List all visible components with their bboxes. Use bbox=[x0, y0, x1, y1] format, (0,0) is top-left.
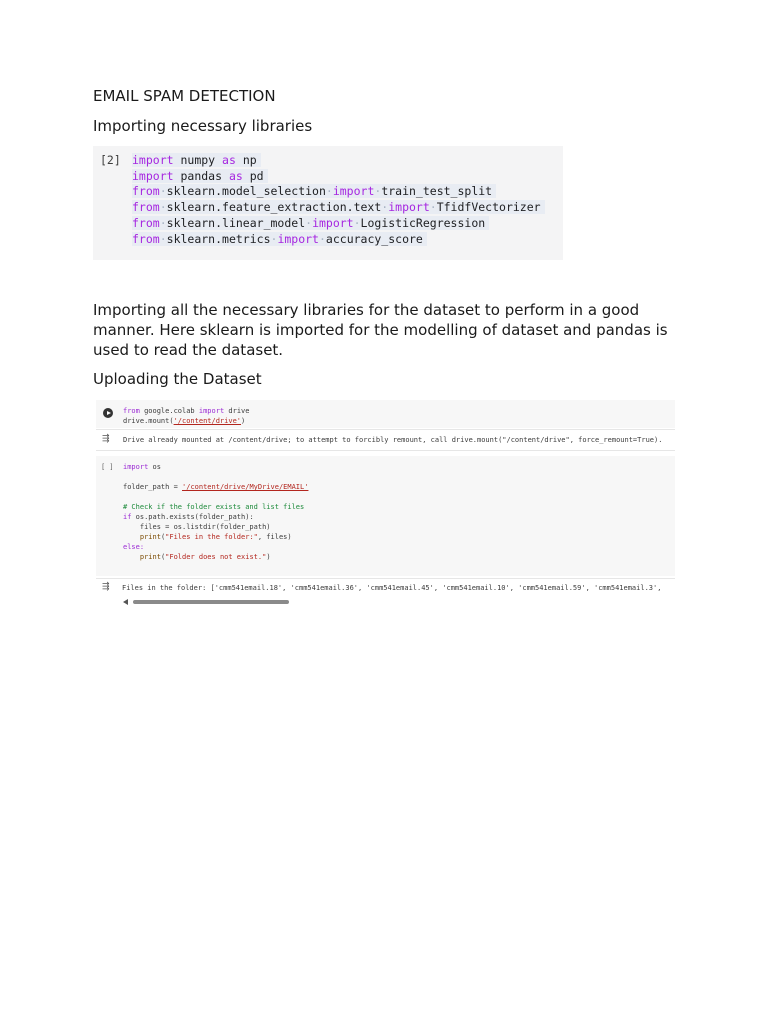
code-line: from·sklearn.linear_model·import·LogisticRegression bbox=[132, 216, 545, 232]
code-line: else: bbox=[123, 543, 145, 551]
output-toggle-icon[interactable]: ⇶ bbox=[102, 434, 110, 444]
section-heading-upload: Uploading the Dataset bbox=[93, 370, 262, 388]
execution-count: [2] bbox=[100, 153, 121, 167]
code-line: import numpy as np bbox=[132, 153, 545, 169]
explanation-paragraph: Importing all the necessary libraries for the dataset to perform in a good manner. Here sklearn is imported for the modelling of dataset and pandas is used to read the dataset. bbox=[93, 301, 668, 359]
code-line: files = os.listdir(folder_path) bbox=[123, 523, 271, 531]
output-toggle-icon[interactable]: ⇶ bbox=[102, 582, 110, 592]
scroll-left-icon[interactable] bbox=[123, 599, 128, 605]
code-comment: # Check if the folder exists and list files bbox=[123, 503, 305, 511]
code-line: print("Folder does not exist.") bbox=[139, 553, 271, 561]
code-line: import pandas as pd bbox=[132, 169, 545, 185]
divider bbox=[96, 429, 675, 430]
code-line: if os.path.exists(folder_path): bbox=[123, 513, 254, 521]
code-block bbox=[132, 153, 545, 247]
section-heading-import: Importing necessary libraries bbox=[93, 117, 313, 135]
run-cell-icon[interactable] bbox=[103, 408, 113, 418]
code-line: print("Files in the folder:", files) bbox=[139, 533, 292, 541]
drive-import-line: from google.colab import drive bbox=[123, 407, 250, 415]
execution-count: [ ] bbox=[101, 463, 114, 471]
drive-mount-line: drive.mount('/content/drive') bbox=[123, 417, 246, 425]
document-title: EMAIL SPAM DETECTION bbox=[93, 87, 276, 105]
horizontal-scrollbar[interactable] bbox=[133, 600, 289, 604]
code-line: from·sklearn.metrics·import·accuracy_score bbox=[132, 232, 545, 248]
code-line: folder_path = '/content/drive/MyDrive/EMAIL' bbox=[123, 483, 309, 491]
divider bbox=[96, 450, 675, 451]
code-line: from·sklearn.feature_extraction.text·import·TfidfVectorizer bbox=[132, 200, 545, 216]
code-line: from·sklearn.model_selection·import·train_test_split bbox=[132, 184, 545, 200]
colab-screenshot bbox=[96, 400, 675, 612]
files-output-text: Files in the folder: ['cmm541email.18', 'cmm541email.36', 'cmm541email.45', 'cmm541email.10', 'cmm541email.59', 'cmm541email.3', bbox=[122, 584, 662, 592]
divider bbox=[96, 578, 675, 579]
code-line: import os bbox=[123, 463, 161, 471]
drive-output-text: Drive already mounted at /content/drive; to attempt to forcibly remount, call drive.mount("/content/drive", force_remount=True). bbox=[123, 436, 663, 444]
code-cell-imports bbox=[93, 146, 563, 260]
